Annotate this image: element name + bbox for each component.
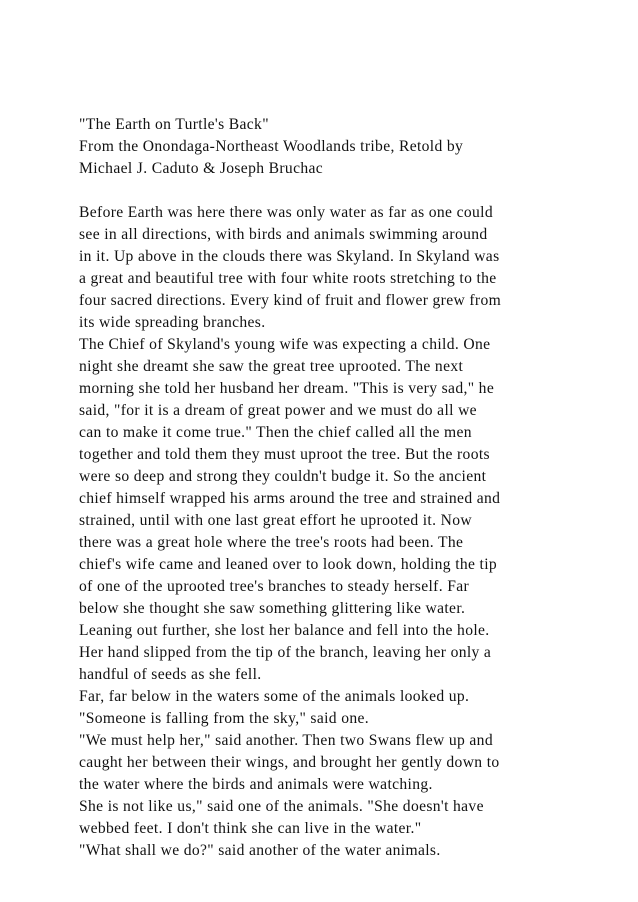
document-body (79, 202, 569, 862)
body-line: of one of the uprooted tree's branches to steady herself. Far (79, 578, 470, 595)
body-line: were so deep and strong they couldn't budge it. So the ancient (79, 468, 487, 485)
document-header (79, 114, 569, 180)
body-line: Leaning out further, she lost her balance and fell into the hole. (79, 622, 490, 639)
body-line: four sacred directions. Every kind of fruit and flower grew from (79, 292, 502, 309)
body-line: together and told them they must uproot the tree. But the roots (79, 446, 490, 463)
body-line: below she thought she saw something glittering like water. (79, 600, 466, 617)
body-line: Her hand slipped from the tip of the branch, leaving her only a (79, 644, 492, 661)
document-text (79, 114, 569, 862)
body-line: handful of seeds as she fell. (79, 666, 262, 683)
body-line: "We must help her," said another. Then two Swans flew up and (79, 732, 493, 749)
body-line: "What shall we do?" said another of the water animals. (79, 842, 441, 859)
body-line: the water where the birds and animals were watching. (79, 776, 433, 793)
blank-line (79, 180, 569, 202)
document-title: "The Earth on Turtle's Back" (79, 116, 269, 133)
body-line: Before Earth was here there was only water as far as one could (79, 204, 493, 221)
body-line: can to make it come true." Then the chief called all the men (79, 424, 472, 441)
body-line: "Someone is falling from the sky," said one. (79, 710, 370, 727)
document-authors-line: Michael J. Caduto & Joseph Bruchac (79, 160, 324, 177)
document-source-line: From the Onondaga-Northeast Woodlands tribe, Retold by (79, 138, 464, 155)
body-line: caught her between their wings, and brought her gently down to (79, 754, 500, 771)
body-line: webbed feet. I don't think she can live in the water." (79, 820, 422, 837)
body-line: strained, until with one last great effort he uprooted it. Now (79, 512, 472, 529)
body-line: morning she told her husband her dream. "This is very sad," he (79, 380, 495, 397)
body-line: in it. Up above in the clouds there was Skyland. In Skyland was (79, 248, 500, 265)
body-line: there was a great hole where the tree's roots had been. The (79, 534, 464, 551)
body-line: see in all directions, with birds and animals swimming around (79, 226, 488, 243)
body-line: night she dreamt she saw the great tree uprooted. The next (79, 358, 464, 375)
body-line: Far, far below in the waters some of the animals looked up. (79, 688, 470, 705)
body-line: chief himself wrapped his arms around the tree and strained and (79, 490, 501, 507)
body-line: She is not like us," said one of the animals. "She doesn't have (79, 798, 484, 815)
body-line: chief's wife came and leaned over to look down, holding the tip (79, 556, 498, 573)
body-line: said, "for it is a dream of great power and we must do all we (79, 402, 477, 419)
body-line: a great and beautiful tree with four white roots stretching to the (79, 270, 497, 287)
body-line: The Chief of Skyland's young wife was expecting a child. One (79, 336, 491, 353)
body-line: its wide spreading branches. (79, 314, 266, 331)
